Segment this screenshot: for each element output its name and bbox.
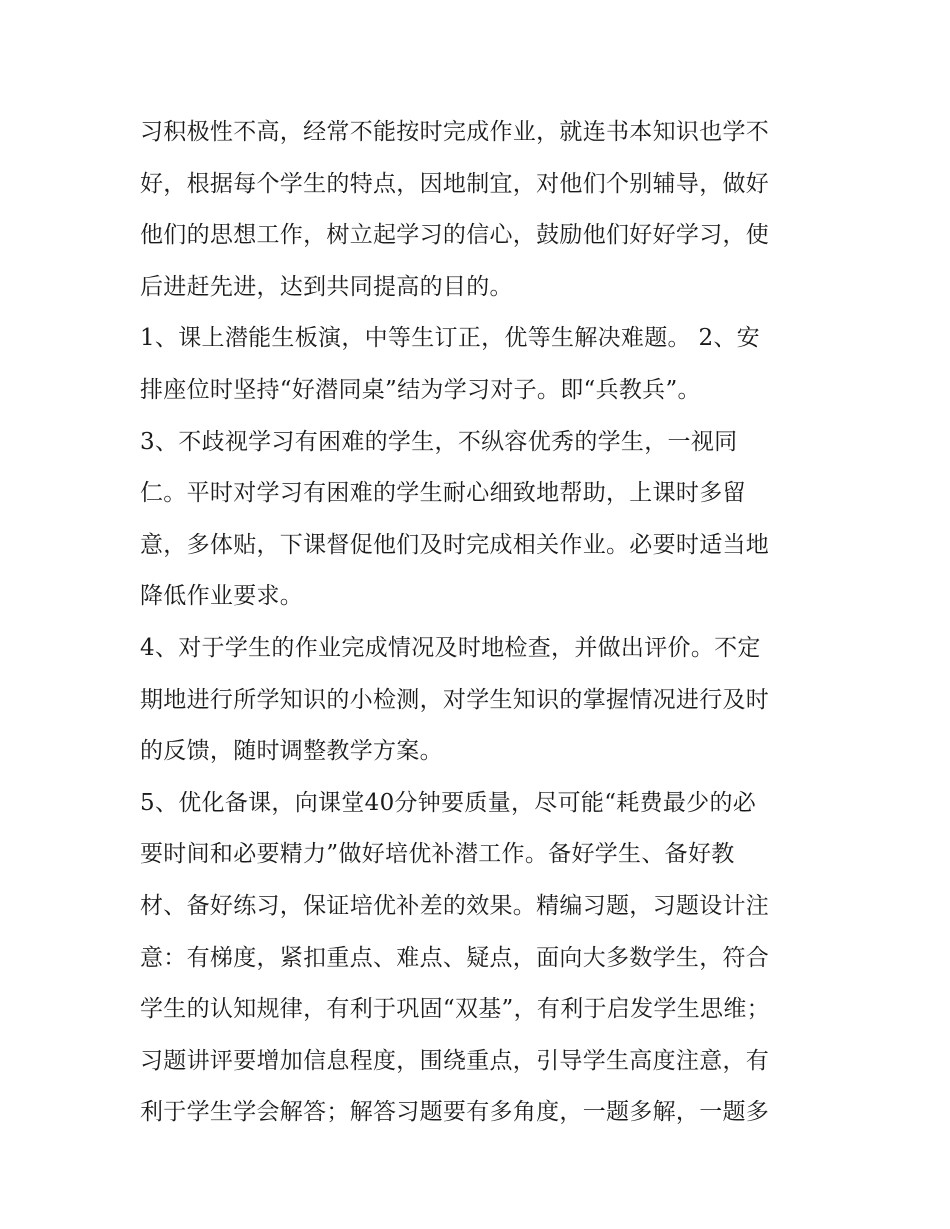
- document-body: [140, 107, 830, 1139]
- text-line: 习积极性不高，经常不能按时完成作业，就连书本知识也学不: [140, 119, 770, 145]
- text-line: 材、备好练习，保证培优补差的效果。精编习题，习题设计注: [140, 892, 770, 919]
- text-line: 仁。平时对学习有困难的学生耐心细致地帮助，上课时多留: [140, 480, 746, 507]
- text-line: 3、不歧视学习有困难的学生，不纵容优秀的学生，一视同: [140, 428, 738, 455]
- text-line: 利于学生学会解答；解答习题要有多角度，一题多解，一题多: [140, 1099, 770, 1126]
- text-line: 意：有梯度，紧扣重点、难点、疑点，面向大多数学生，符合: [140, 944, 770, 971]
- text-line: 习题讲评要增加信息程度，围绕重点，引导学生高度注意，有: [140, 1047, 770, 1074]
- text-line: 他们的思想工作，树立起学习的信心，鼓励他们好好学习，使: [140, 222, 770, 249]
- text-line: 学生的认知规律，有利于巩固“双基”，有利于启发学生思维；: [140, 996, 770, 1023]
- text-line: 要时间和必要精力”做好培优补潜工作。备好学生、备好教: [140, 841, 735, 868]
- text-line: 好，根据每个学生的特点，因地制宜，对他们个别辅导，做好: [140, 170, 770, 197]
- text-line: 降低作业要求。: [140, 583, 304, 610]
- text-line: 意，多体贴，下课督促他们及时完成相关作业。必要时适当地: [140, 531, 770, 558]
- text-line: 4、对于学生的作业完成情况及时地检查，并做出评价。不定: [140, 634, 761, 661]
- text-line: 排座位时坚持“好潜同桌”结为学习对子。即“兵教兵”。: [140, 376, 701, 403]
- text-line: 后进赶先进，达到共同提高的目的。: [140, 273, 513, 300]
- text-line: 期地进行所学知识的小检测，对学生知识的掌握情况进行及时: [140, 686, 770, 713]
- text-line: 1、课上潜能生板演，中等生订正，优等生解决难题。 2、安: [140, 325, 760, 352]
- text-line: 的反馈，随时调整教学方案。: [140, 738, 443, 765]
- text-line: 5、优化备课，向课堂40分钟要质量，尽可能“耗费最少的必: [140, 789, 757, 816]
